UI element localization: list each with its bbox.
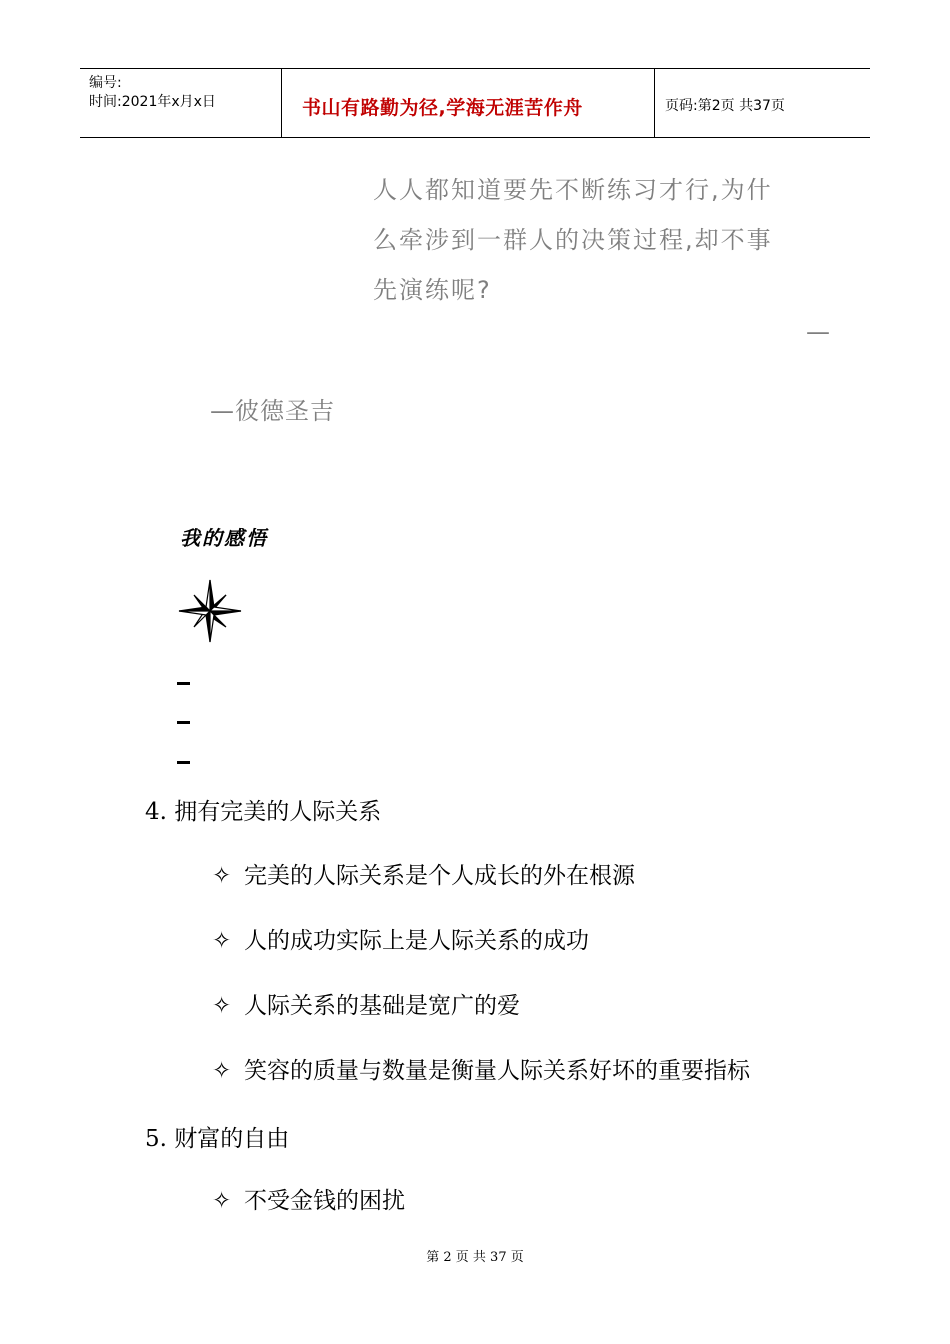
header-page-cell xyxy=(655,69,870,137)
page-indicator: 页码:第2页 共37页 xyxy=(665,98,785,114)
sparkle-bullet-icon: ✧ xyxy=(212,928,232,954)
number-label: 编号: xyxy=(89,75,122,91)
motto: 书山有路勤为径,学海无涯苦作舟 xyxy=(302,97,583,119)
bullet-text: 笑容的质量与数量是衡量人际关系好坏的重要指标 xyxy=(244,1058,750,1084)
quote-line: 么牵涉到一群人的决策过程,却不事 xyxy=(373,226,773,254)
page-header xyxy=(80,68,870,138)
bullet-item xyxy=(212,922,589,955)
bullet-item xyxy=(212,1182,405,1215)
bullet-text: 完美的人际关系是个人成长的外在根源 xyxy=(244,863,635,889)
bullet-text: 人际关系的基础是宽广的爱 xyxy=(244,993,520,1019)
header-info-cell xyxy=(80,69,282,137)
sparkle-bullet-icon: ✧ xyxy=(212,863,232,889)
bullet-item xyxy=(212,857,635,890)
quote-author: —彼德圣吉 xyxy=(210,397,335,425)
blank-line-mark xyxy=(177,682,190,685)
date-text: 时间:2021年x月x日 xyxy=(89,94,216,110)
bullet-item xyxy=(212,987,520,1020)
sparkle-bullet-icon: ✧ xyxy=(212,993,232,1019)
blank-line-mark xyxy=(177,761,190,764)
section-title: 4. 拥有完美的人际关系 xyxy=(145,799,382,825)
bullet-text: 人的成功实际上是人际关系的成功 xyxy=(244,928,589,954)
quote-line: 人人都知道要先不断练习才行,为什 xyxy=(373,176,773,204)
feelings-label: 我的感悟 xyxy=(180,526,268,550)
bullet-text: 不受金钱的困扰 xyxy=(244,1188,405,1214)
page-footer: 第 2 页 共 37 页 xyxy=(426,1250,524,1265)
quote-dash: — xyxy=(806,318,830,346)
compass-star-icon xyxy=(178,579,242,643)
header-motto-cell xyxy=(282,69,655,137)
sparkle-bullet-icon: ✧ xyxy=(212,1188,232,1214)
quote xyxy=(373,165,823,315)
quote-line: 先演练呢? xyxy=(373,276,492,304)
bullet-item xyxy=(212,1052,750,1085)
blank-line-mark xyxy=(177,721,190,724)
sparkle-bullet-icon: ✧ xyxy=(212,1058,232,1084)
section-title: 5. 财富的自由 xyxy=(145,1126,290,1152)
